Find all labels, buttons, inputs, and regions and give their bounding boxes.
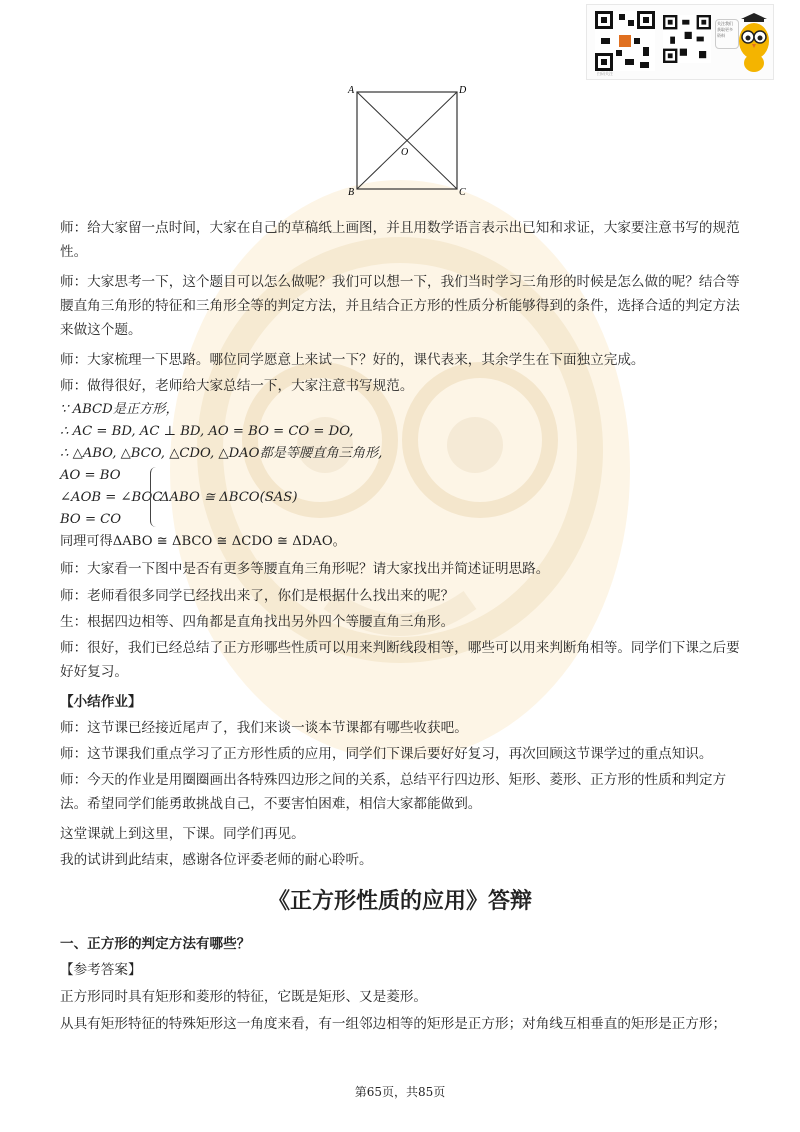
- proof-condition: AO = BO: [60, 468, 121, 483]
- label-o: O: [401, 147, 409, 158]
- paragraph: 师：大家梳理一下思路。哪位同学愿意上来试一下？好的，课代表来，其余学生在下面独立完成。: [60, 352, 645, 368]
- proof-line: 同理可得ΔABO ≅ ΔBCO ≅ ΔCDO ≅ ΔDAO。: [60, 534, 346, 549]
- proof-condition: BO = CO: [60, 512, 122, 527]
- paragraph: 师：很好，我们已经总结了正方形哪些性质可以用来判断线段相等，哪些可以用来判断角相等。同学们下课之后要好好复习。: [60, 640, 740, 680]
- mascot-speech-bubble: 关注我们 获取更多 资料: [715, 19, 739, 49]
- paragraph: 这堂课就上到这里，下课。同学们再见。: [60, 826, 305, 842]
- owl-mascot-icon: [737, 11, 771, 75]
- qr-code-icon: [595, 11, 655, 71]
- proof-line: ∵ ABCD是正方形，: [60, 402, 179, 417]
- proof-conclusion: ΔABO ≅ ΔBCO(SAS): [160, 490, 298, 505]
- proof-line: ∴ △ABO, △BCO, △CDO, △DAO都是等腰直角三角形,: [60, 446, 383, 461]
- brand-banner: [586, 4, 774, 80]
- square-diagram: [340, 80, 470, 198]
- label-b: B: [348, 187, 355, 198]
- paragraph: 师：给大家留一点时间，大家在自己的草稿纸上画图，并且用数学语言表示出已知和求证，大家要注意书写的规范性。: [60, 220, 740, 260]
- paragraph: 师：老师看很多同学已经找出来了，你们是根据什么找出来的呢？: [60, 588, 455, 604]
- section-heading: 【小结作业】: [60, 694, 142, 710]
- defense-title: 《正方形性质的应用》答辩: [267, 888, 532, 914]
- paragraph: 师：大家思考一下，这个题目可以怎么做呢？我们可以想一下，我们当时学习三角形的时候是怎么做的呢？结合等腰直角三角形的特征和三角形全等的判定方法，并且结合正方形的性质分析能够得到的条件，选择合适的判定方法来做这个题。: [60, 274, 740, 338]
- label-a: A: [348, 85, 355, 96]
- qr-caption: 扫码关注: [597, 71, 613, 76]
- paragraph: 师：大家看一下图中是否有更多等腰直角三角形呢？请大家找出并简述证明思路。: [60, 561, 550, 577]
- paragraph: 从具有矩形特征的特殊矩形这一角度来看，有一组邻边相等的矩形是正方形；对角线互相垂直的矩形是正方形；: [60, 1016, 727, 1032]
- paragraph: 我的试讲到此结束，感谢各位评委老师的耐心聆听。: [60, 852, 373, 868]
- proof-line: ∴ AC = BD, AC ⊥ BD, AO = BO = CO = DO,: [60, 424, 354, 439]
- paragraph: 师：做得很好，老师给大家总结一下，大家注意书写规范。: [60, 378, 414, 394]
- proof-condition: ∠AOB = ∠BOC: [60, 490, 163, 505]
- question-heading: 一、正方形的判定方法有哪些？: [60, 936, 251, 952]
- paragraph: 师：这节课我们重点学习了正方形性质的应用，同学们下课后要好好复习，再次回顾这节课学过的重点知识。: [60, 746, 713, 762]
- paragraph: 生：根据四边相等、四角都是直角找出另外四个等腰直角三角形。: [60, 614, 455, 630]
- paragraph: 正方形同时具有矩形和菱形的特征，它既是矩形、又是菱形。: [60, 989, 428, 1005]
- page-number: 第65页，共85页: [354, 1085, 446, 1099]
- label-d: D: [459, 85, 467, 96]
- answer-label: 【参考答案】: [60, 962, 142, 978]
- paragraph: 师：这节课已经接近尾声了，我们来谈一谈本节课都有哪些收获吧。: [60, 720, 468, 736]
- qr-code-icon: [663, 15, 711, 63]
- label-c: C: [459, 187, 466, 198]
- paragraph: 师：今天的作业是用圈圈画出各特殊四边形之间的关系，总结平行四边形、矩形、菱形、正方形的性质和判定方法。希望同学们能勇敢挑战自己，不要害怕困难，相信大家都能做到。: [60, 772, 727, 812]
